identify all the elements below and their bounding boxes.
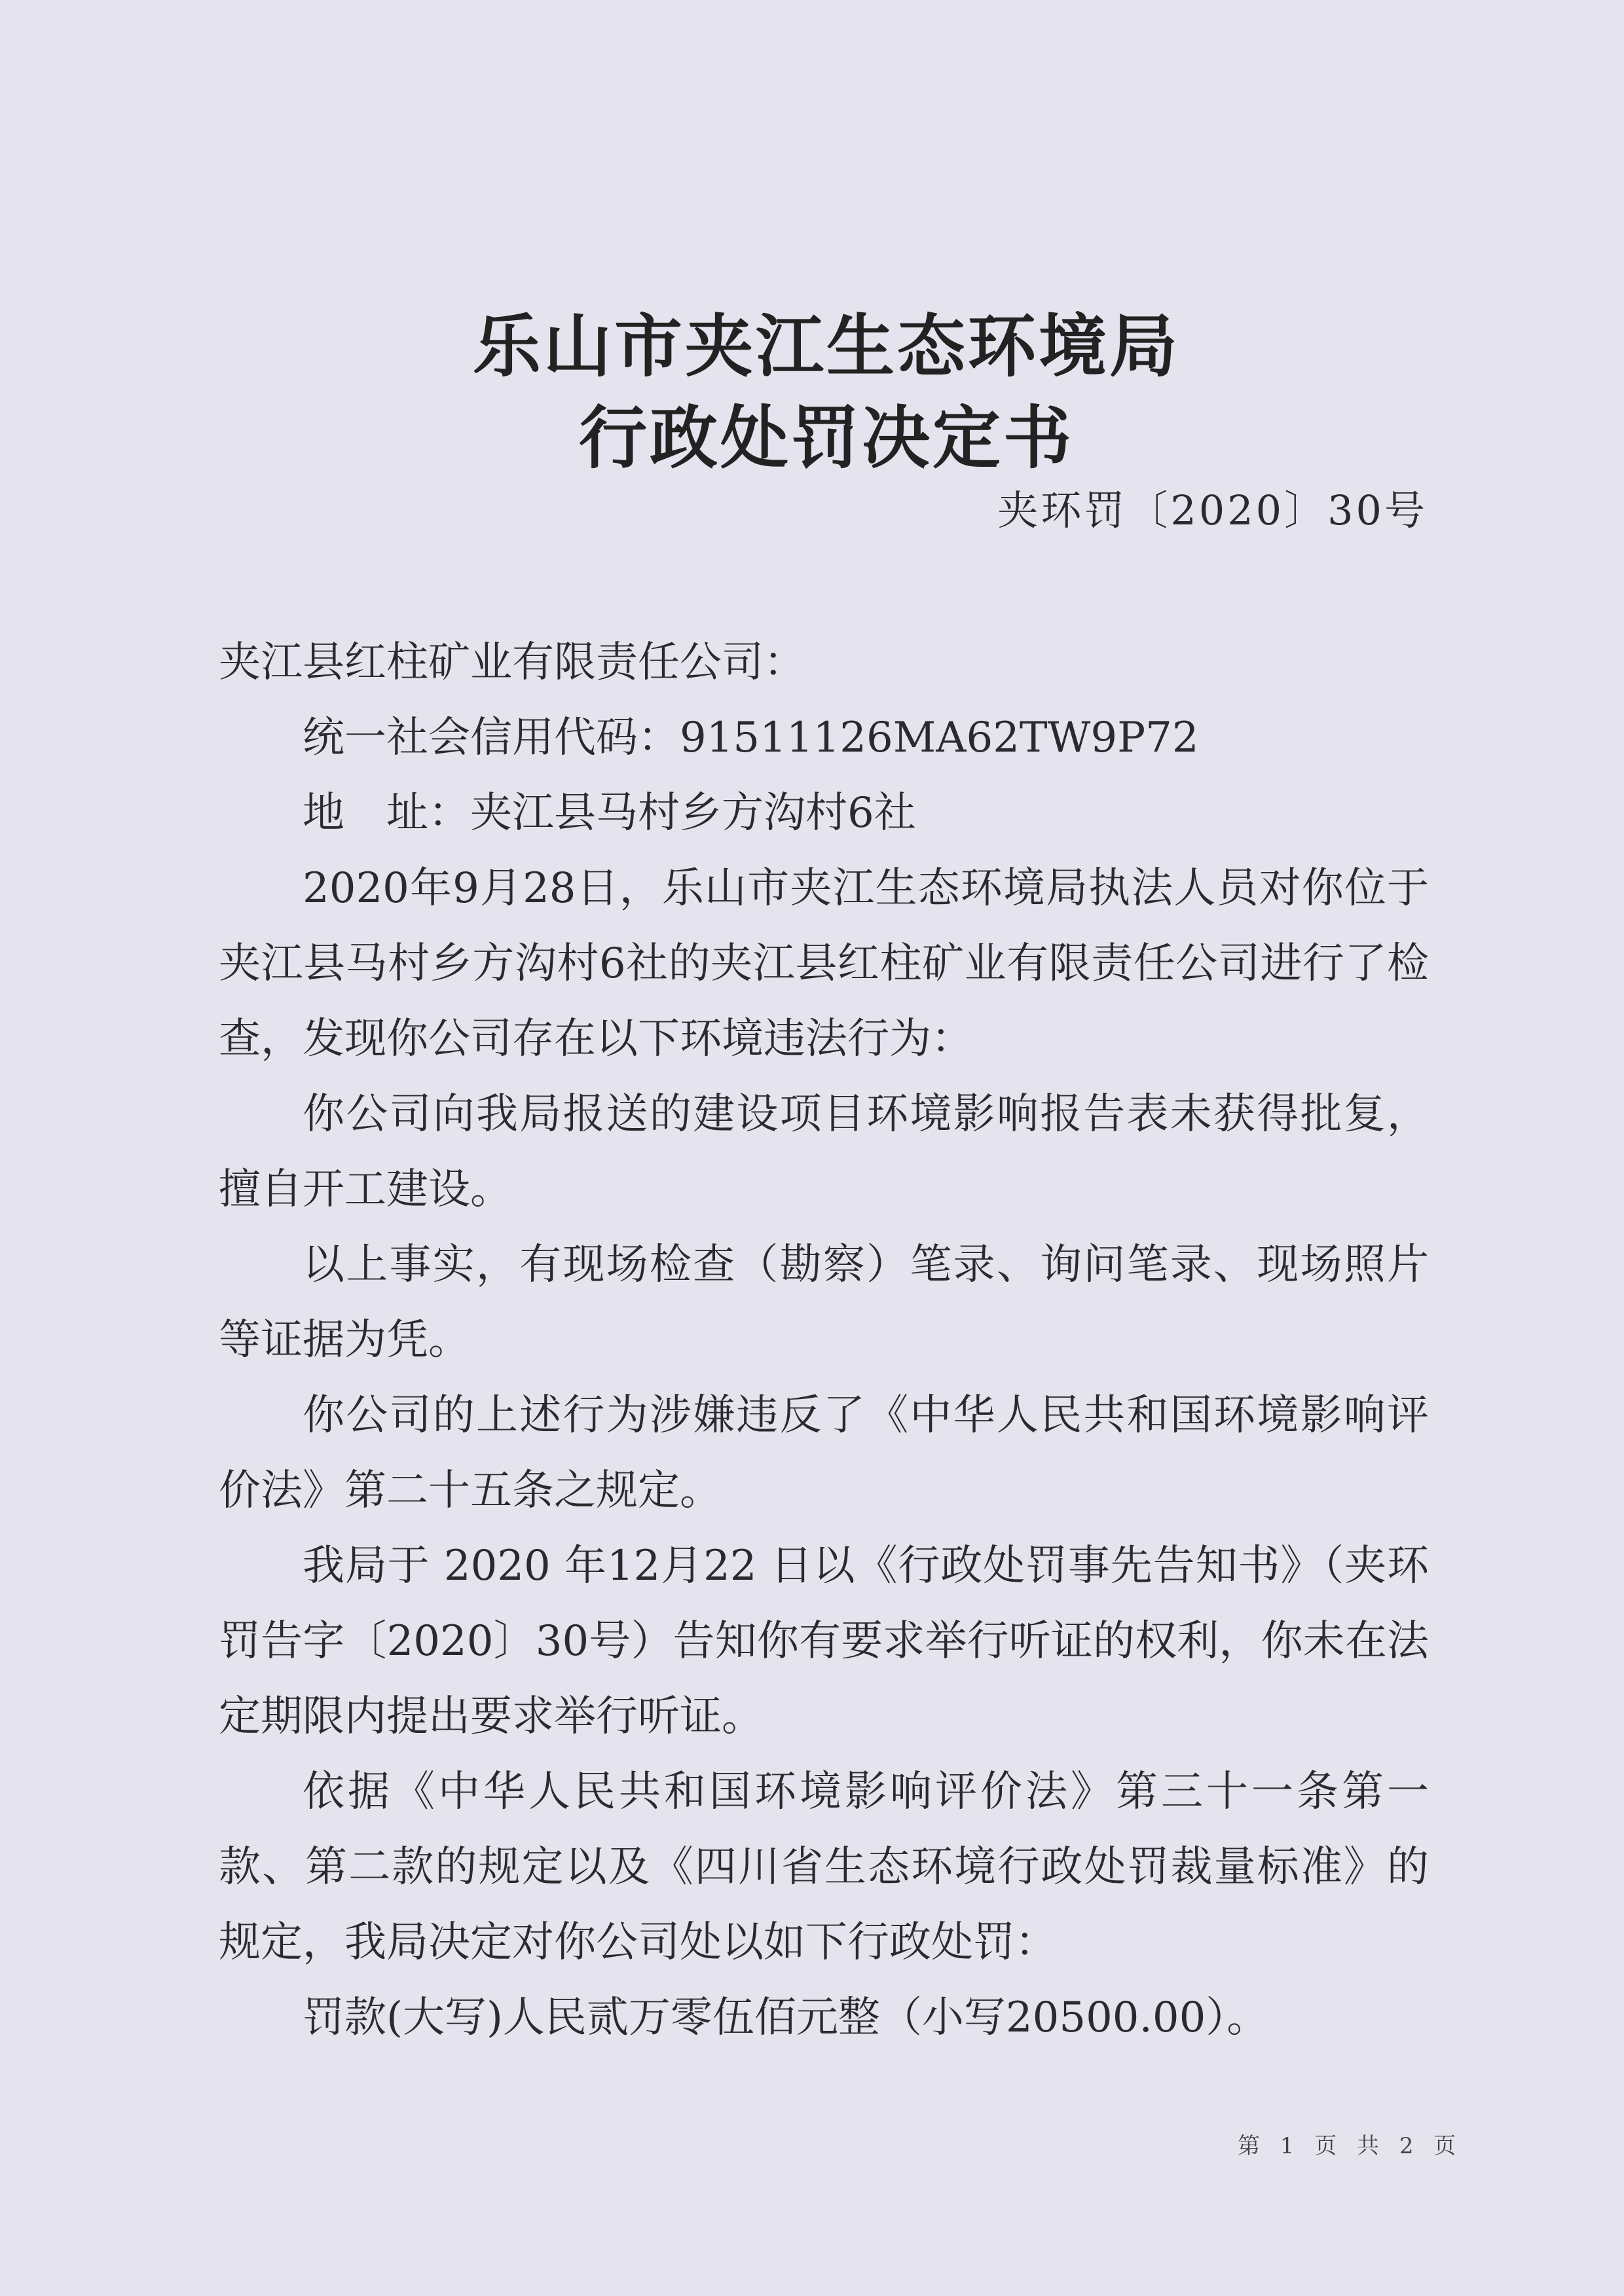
document-title-type: 行政处罚决定书: [578, 397, 1074, 478]
address: 地 址：夹江县马村乡方沟村6社: [303, 789, 916, 837]
paragraph-hearing-notice: 我局于 2020 年12月22 日以《行政处罚事先告知书》（夹环罚告字〔2020〕30号）告知你有要求举行听证的权利，你未在法定期限内提出要求举行听证。: [219, 1542, 1429, 1741]
paragraph-fine: 罚款(大写)人民贰万零伍佰元整（小写20500.00）。: [303, 1994, 1269, 2042]
credit-code: 统一社会信用代码：91511126MA62TW9P72: [303, 714, 1199, 762]
paragraph-evidence: 以上事实，有现场检查（勘察）笔录、询问笔录、现场照片等证据为凭。: [219, 1241, 1429, 1364]
document-body: [219, 625, 1429, 2056]
document-number: 夹环罚〔2020〕30号: [997, 486, 1428, 534]
paragraph-inspection: 2020年9月28日，乐山市夹江生态环境局执法人员对你位于夹江县马村乡方沟村6社的夹江县红柱矿业有限责任公司进行了检查，发现你公司存在以下环境违法行为：: [219, 864, 1429, 1063]
paragraph-law-violated: 你公司的上述行为涉嫌违反了《中华人民共和国环境影响评价法》第二十五条之规定。: [219, 1391, 1429, 1515]
paragraph-legal-basis: 依据《中华人民共和国环境影响评价法》第三十一条第一款、第二款的规定以及《四川省生态环境行政处罚裁量标准》的规定，我局决定对你公司处以如下行政处罚：: [219, 1768, 1429, 1967]
page-indicator: 第 1 页 共 2 页: [1238, 2133, 1463, 2159]
document-title-agency: 乐山市夹江生态环境局: [472, 306, 1180, 386]
paragraph-violation: 你公司向我局报送的建设项目环境影响报告表未获得批复，擅自开工建设。: [219, 1090, 1429, 1214]
recipient: 夹江县红柱矿业有限责任公司：: [219, 638, 805, 687]
